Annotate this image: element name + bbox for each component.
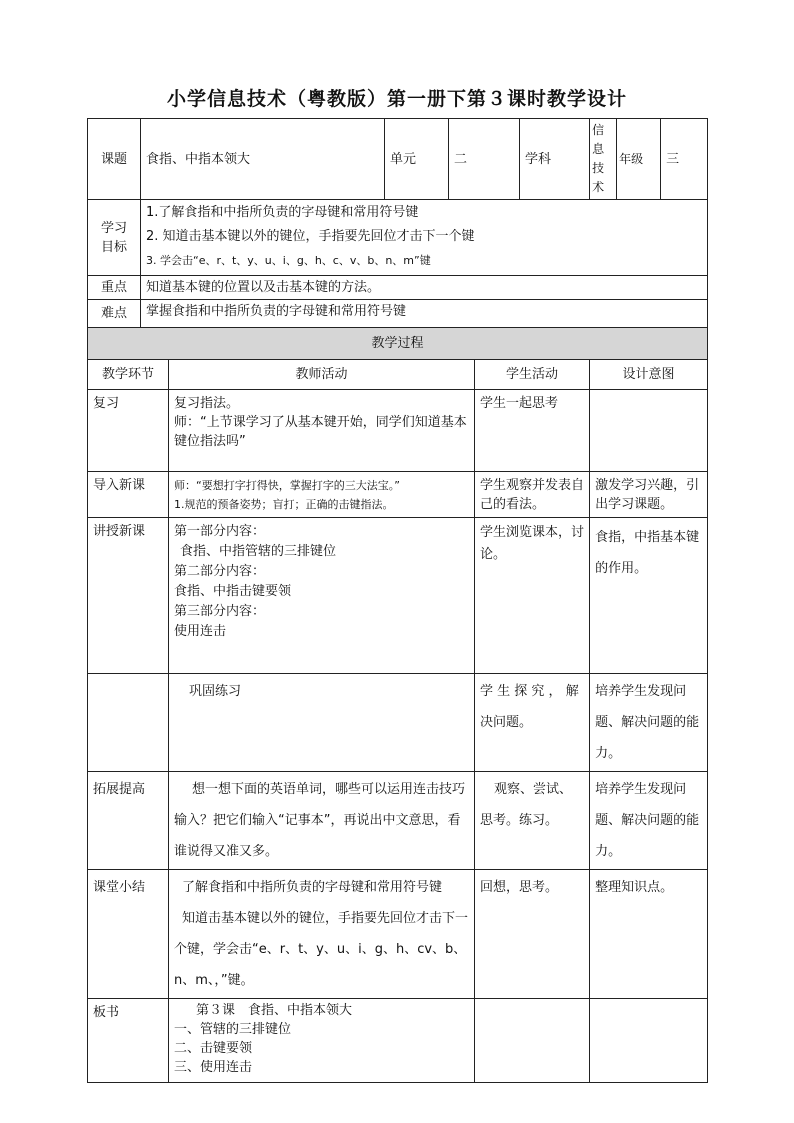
teacher-line: 三、使用连击 <box>174 1060 253 1075</box>
goals-label-line2: 目标 <box>100 239 127 255</box>
teacher-line: 二、击键要领 <box>174 1041 253 1056</box>
stage-cell <box>88 674 169 772</box>
student-cell <box>475 999 590 1083</box>
student-cell: 观察、尝试、思考。练习。 <box>475 772 590 870</box>
unit-value: 二 <box>449 119 520 200</box>
intent-cell: 培养学生发现问题、解决问题的能力。 <box>590 674 708 772</box>
table-row <box>88 674 708 772</box>
teacher-cell <box>169 518 475 674</box>
student-cell: 学 生 探 究 ， 解决问题。 <box>475 674 590 772</box>
process-heading: 教学过程 <box>88 328 708 360</box>
teacher-line: 复习指法。 <box>174 396 240 411</box>
difficulty-label: 难点 <box>88 300 141 328</box>
goal-item: 2. 知道击基本键以外的键位，手指要先回位才击下一个键 <box>146 229 475 244</box>
grade-label: 年级 <box>617 119 661 200</box>
subject-value: 信息技术 <box>590 119 617 200</box>
document-title: 小学信息技术（粤教版）第一册下第３课时教学设计 <box>166 88 627 110</box>
table-row <box>88 772 708 870</box>
teacher-line: 师：“上节课学习了从基本键开始，同学们知道基本键位指法吗” <box>174 415 467 449</box>
table-row <box>88 518 708 674</box>
student-cell: 学生浏览课本，讨论。 <box>475 518 590 674</box>
teacher-line: 第一部分内容： <box>174 524 266 539</box>
teacher-cell <box>169 999 475 1083</box>
stage-cell: 讲授新课 <box>88 518 169 674</box>
difficulty-text: 掌握食指和中指所负责的字母键和常用符号键 <box>141 300 708 328</box>
stage-cell: 复习 <box>88 390 169 472</box>
student-cell: 学生一起思考 <box>475 390 590 472</box>
stage-cell: 板书 <box>88 999 169 1083</box>
intent-cell: 激发学习兴趣，引出学习课题。 <box>590 472 708 518</box>
col-header-teacher: 教师活动 <box>169 360 475 390</box>
grade-value: 三 <box>661 119 708 200</box>
lesson-value: 食指、中指本领大 <box>141 119 385 200</box>
goals-label <box>88 200 141 276</box>
table-row <box>88 999 708 1083</box>
intent-cell <box>590 390 708 472</box>
key-point-text: 知道基本键的位置以及击基本键的方法。 <box>141 276 708 300</box>
unit-label: 单元 <box>385 119 449 200</box>
col-header-intent: 设计意图 <box>590 360 708 390</box>
teacher-cell <box>169 870 475 999</box>
table-row <box>88 472 708 518</box>
lesson-plan-table <box>87 118 708 1083</box>
teacher-line: 知道击基本键以外的键位，手指要先回位才击下一个键，学会击“e、r、t、y、u、i、g、h、cv、b、n、m、，”键。 <box>174 911 469 988</box>
intent-cell: 培养学生发现问题、解决问题的能力。 <box>590 772 708 870</box>
teacher-line: 了解食指和中指所负责的字母键和常用符号键 <box>182 880 443 895</box>
teacher-line: 第三部分内容： <box>174 604 266 619</box>
stage-cell: 拓展提高 <box>88 772 169 870</box>
stage-cell: 课堂小结 <box>88 870 169 999</box>
goal-item: 3. 学会击“e、r、t、y、u、i、g、h、c、v、b、n、m”键 <box>146 254 431 267</box>
teacher-line: 第３课 食指、中指本领大 <box>196 1003 353 1018</box>
intent-cell <box>590 999 708 1083</box>
subject-label: 学科 <box>520 119 590 200</box>
stage-cell: 导入新课 <box>88 472 169 518</box>
teacher-cell: 想一想下面的英语单词，哪些可以运用连击技巧输入？把它们输入“记事本”，再说出中文意思，看谁说得又准又多。 <box>169 772 475 870</box>
student-cell: 回想，思考。 <box>475 870 590 999</box>
key-point-label: 重点 <box>88 276 141 300</box>
teacher-line: 1.规范的预备姿势；盲打；正确的击键指法。 <box>174 498 394 511</box>
teacher-line: 第二部分内容： <box>174 564 266 579</box>
student-cell: 学生观察并发表自己的看法。 <box>475 472 590 518</box>
teacher-line: 师：“要想打字打得快，掌握打字的三大法宝。” <box>174 479 400 492</box>
teacher-line: 食指、中指管辖的三排键位 <box>180 544 337 559</box>
goal-item: 1.了解食指和中指所负责的字母键和常用符号键 <box>146 205 419 220</box>
lesson-label: 课题 <box>88 119 141 200</box>
intent-cell: 食指，中指基本键的作用。 <box>590 518 708 674</box>
table-row <box>88 870 708 999</box>
teacher-cell: 巩固练习 <box>169 674 475 772</box>
table-row <box>88 390 708 472</box>
teacher-line: 食指、中指击键要领 <box>174 584 292 599</box>
teacher-line: 使用连击 <box>174 624 227 639</box>
teacher-line: 一、管辖的三排键位 <box>174 1022 292 1037</box>
intent-cell: 整理知识点。 <box>590 870 708 999</box>
col-header-stage: 教学环节 <box>88 360 169 390</box>
goals-list <box>141 200 708 276</box>
teacher-cell <box>169 472 475 518</box>
col-header-student: 学生活动 <box>475 360 590 390</box>
goals-label-line1: 学习 <box>100 220 127 236</box>
teacher-cell <box>169 390 475 472</box>
